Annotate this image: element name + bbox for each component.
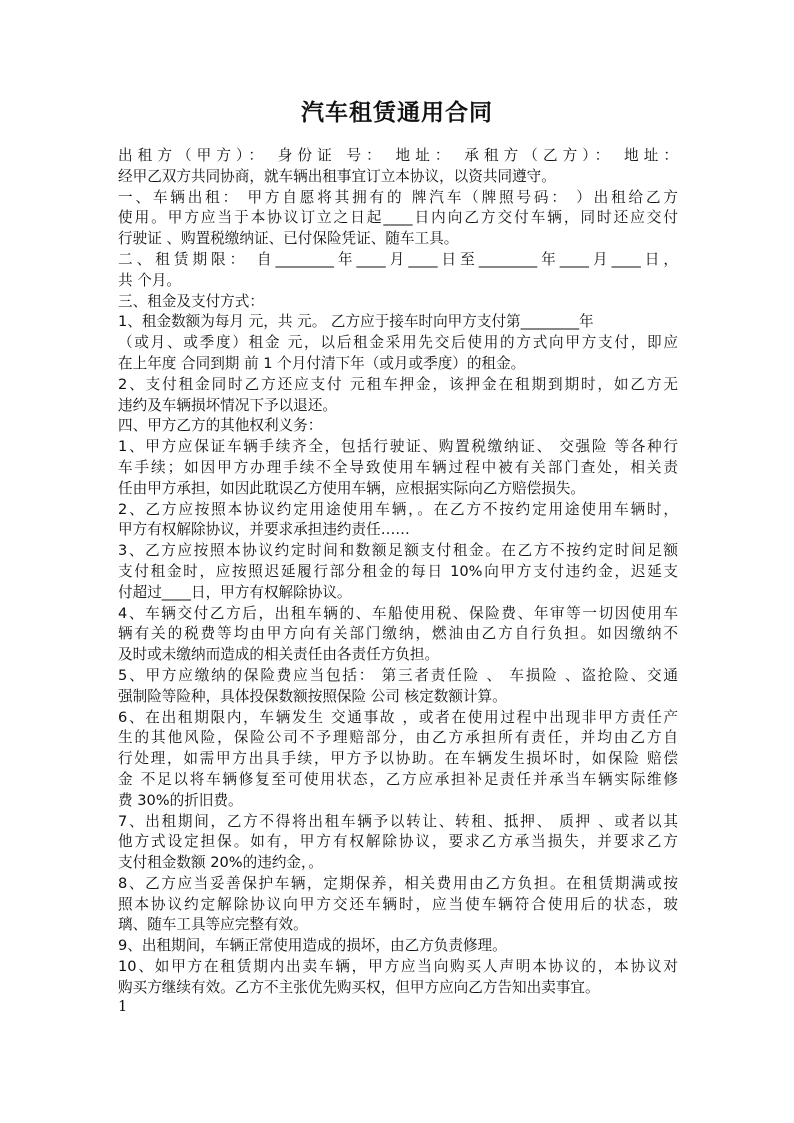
contract-line: 甲方有权解除协议，并要求承担违约责任…… — [118, 521, 410, 539]
contract-line: 3、乙方应按照本协议约定时间和数额足额支付租金。在乙方不按约定时间足额 — [118, 542, 678, 560]
contract-line: 1、甲方应保证车辆手续齐全，包括行驶证、购置税缴纳证、 交强险 等各种行 — [118, 438, 678, 456]
contract-line: 璃、随车工具等应完整有效。 — [118, 916, 308, 934]
contract-line: 辆有关的税费等均由甲方向有关部门缴纳，燃油由乙方自行负担。如因缴纳不 — [118, 625, 678, 643]
page-number: 1 — [118, 998, 128, 1015]
contract-line: 及时或未缴纳而造成的相关责任由各责任方负担。 — [118, 646, 440, 664]
contract-line: 他方式设定担保。如有，甲方有权解除协议，要求乙方承当损失，并要求乙方 — [118, 833, 678, 851]
contract-line: 行驶证 、购置税缴纳证、已付保险凭证、随车工具。 — [118, 230, 459, 248]
contract-line: 生的其他风险，保险公司不予理赔部分，由乙方承担所有责任，并均由乙方自 — [118, 729, 678, 747]
contract-line: 强制险等险种，具体投保数额按照保险 公司 核定数额计算。 — [118, 687, 507, 705]
contract-line: 二、租赁期限： 自________年____月____日至________年____月____日， — [118, 250, 678, 268]
contract-line: 经甲乙双方共同协商，就车辆出租事宜订立本协议，以资共同遵守。 — [118, 167, 556, 185]
contract-line: 7、出租期间，乙方不得将出租车辆予以转让、转租、抵押、 质押 、或者以其 — [118, 812, 678, 830]
contract-line: 行处理，如需甲方出具手续，甲方予以协助。在车辆发生损坏时，如保险 赔偿 — [118, 750, 678, 768]
contract-line: 在上年度 合同到期 前 1 个月付清下年（或月或季度）的租金。 — [118, 354, 526, 372]
contract-line: 出租方（甲方）： 身份证 号： 地址： 承租方（乙方）： 地址： — [118, 147, 678, 164]
contract-line: 金 不足以将车辆修复至可使用状态，乙方应承担补足责任并承当车辆实际维修 — [118, 770, 678, 788]
contract-line: 三、租金及支付方式： — [118, 292, 264, 310]
contract-line: 9、出租期间，车辆正常使用造成的损坏，由乙方负责修理。 — [118, 937, 507, 955]
contract-line: 6、在出租期限内，车辆发生 交通事故 ，或者在使用过程中出现非甲方责任产 — [118, 708, 678, 726]
contract-line: 照本协议约定解除协议向甲方交还车辆时，应当使车辆符合使用后的状态，玻 — [118, 895, 678, 913]
contract-line: 一、车辆出租： 甲方自愿将其拥有的 牌汽车（牌照号码： ）出租给乙方 — [118, 188, 678, 206]
contract-line: 付超过____日，甲方有权解除协议。 — [118, 583, 352, 601]
contract-line: （或月、或季度）租金 元，以后租金采用先交后使用的方式向甲方支付，即应 — [118, 334, 678, 352]
contract-line: 10、如甲方在租赁期内出卖车辆，甲方应当向购买人声明本协议的，本协议对 — [118, 958, 678, 976]
contract-line: 2、乙方应按照本协议约定用途使用车辆，。在乙方不按约定用途使用车辆时， — [118, 500, 678, 518]
contract-line: 支付租金时，应按照迟延履行部分租金的每日 10%向甲方支付违约金，迟延支 — [118, 562, 678, 580]
contract-line: 购买方继续有效。乙方不主张优先购买权，但甲方应向乙方告知出卖事宜。 — [118, 978, 600, 996]
document-title: 汽车租赁通用合同 — [301, 99, 493, 126]
contract-line: 共 个月。 — [118, 271, 182, 289]
contract-line: 使用。甲方应当于本协议订立之日起____日内向乙方交付车辆，同时还应交付 — [118, 209, 678, 227]
contract-line: 违约及车辆损坏情况下予以退还。 — [118, 396, 337, 414]
contract-line: 5、甲方应缴纳的保险费应当包括： 第三者责任险 、 车损险 、盗抢险、交通 — [118, 666, 678, 684]
contract-line: 8、乙方应当妥善保护车辆，定期保养，相关费用由乙方负担。在租赁期满或按 — [118, 874, 678, 892]
contract-body — [118, 146, 678, 999]
contract-line: 四、甲方乙方的其他权利义务： — [118, 417, 323, 435]
contract-line: 车手续；如因甲方办理手续不全导致使用车辆过程中被有关部门查处，相关责 — [118, 458, 678, 476]
contract-line: 2、支付租金同时乙方还应支付 元租车押金，该押金在租期到期时，如乙方无 — [118, 375, 678, 393]
contract-line: 1、租金数额为每月 元，共 元。 乙方应于接车时向甲方支付第________年 — [118, 313, 594, 331]
contract-line: 支付租金数额 20%的违约金，。 — [118, 854, 323, 872]
contract-line: 4、车辆交付乙方后，出租车辆的、车船使用税、保险费、年审等一切因使用车 — [118, 604, 678, 622]
contract-line: 费 30%的折旧费。 — [118, 791, 243, 809]
contract-line: 任由甲方承担，如因此耽误乙方使用车辆，应根据实际向乙方赔偿损失。 — [118, 479, 586, 497]
